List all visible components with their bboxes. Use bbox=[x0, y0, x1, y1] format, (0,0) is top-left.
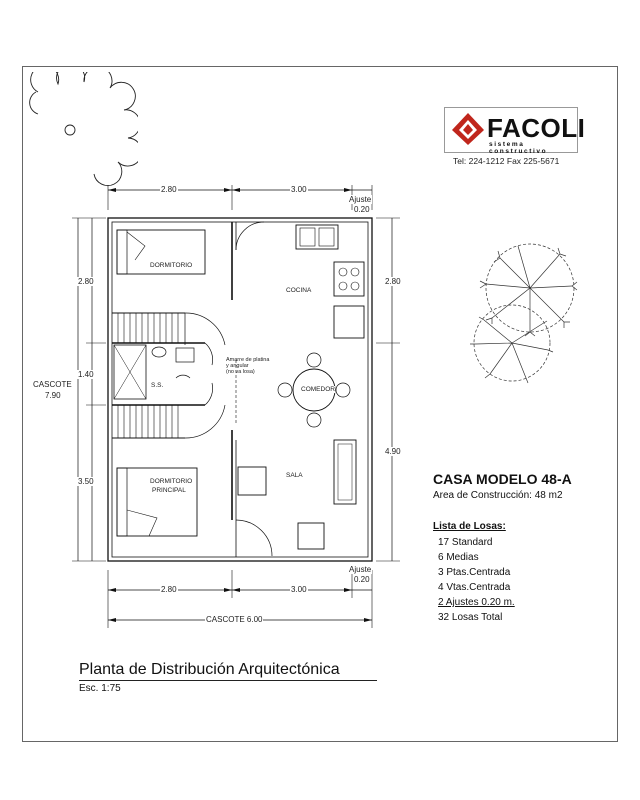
dim-top-left: 2.80 bbox=[161, 185, 177, 194]
room-sala: SALA bbox=[286, 472, 303, 479]
dim-top-right: 3.00 bbox=[291, 185, 307, 194]
losas-item: 6 Medias bbox=[438, 552, 479, 563]
dim-cascote-left-value: 7.90 bbox=[45, 391, 61, 400]
dim-right-top: 2.80 bbox=[385, 277, 401, 286]
dim-bottom-left: 2.80 bbox=[161, 585, 177, 594]
losas-list-title: Lista de Losas: bbox=[433, 521, 506, 532]
dim-ajuste-bottom: Ajuste bbox=[349, 565, 372, 574]
plan-title-underline bbox=[79, 680, 377, 681]
losas-item: 3 Ptas.Centrada bbox=[438, 567, 511, 578]
room-dormitorio-principal-line2: PRINCIPAL bbox=[152, 487, 186, 494]
dim-right-bottom: 4.90 bbox=[385, 447, 401, 456]
note-line-1: Amarre de platina bbox=[226, 357, 270, 363]
brand-tagline: sistema constructivo bbox=[489, 141, 548, 155]
dim-cascote-left: CASCOTE bbox=[33, 380, 72, 389]
dim-left-top: 2.80 bbox=[78, 277, 94, 286]
dim-ajuste-bottom-value: 0.20 bbox=[354, 575, 370, 584]
plan-title: Planta de Distribución Arquitectónica bbox=[79, 661, 340, 678]
room-comedor: COMEDOR bbox=[301, 386, 335, 393]
room-cocina: COCINA bbox=[286, 287, 312, 294]
losas-item: 17 Standard bbox=[438, 537, 493, 548]
structural-note bbox=[226, 357, 269, 375]
room-dormitorio-principal-line1: DORMITORIO bbox=[150, 478, 193, 485]
brand-contact: Tel: 224-1212 Fax 225-5671 bbox=[453, 156, 560, 166]
brand-name: FACOLI bbox=[487, 113, 586, 143]
model-title: CASA MODELO 48-A bbox=[433, 471, 572, 487]
losas-total: 32 Losas Total bbox=[438, 612, 503, 623]
model-area: Area de Construcción: 48 m2 bbox=[433, 490, 563, 501]
dim-left-mid: 1.40 bbox=[78, 370, 94, 379]
dim-ajuste-top-value: 0.20 bbox=[354, 205, 370, 214]
note-line-2: y angular bbox=[226, 363, 249, 369]
dim-cascote-bottom: CASCOTE 6.00 bbox=[206, 615, 263, 624]
dim-bottom-right: 3.00 bbox=[291, 585, 307, 594]
dim-ajuste-top: Ajuste bbox=[349, 195, 372, 204]
room-dormitorio: DORMITORIO bbox=[150, 262, 193, 269]
plan-scale: Esc. 1:75 bbox=[79, 683, 121, 694]
room-ss: S.S. bbox=[151, 382, 164, 389]
losas-item: 4 Vtas.Centrada bbox=[438, 582, 511, 593]
dim-left-bottom: 3.50 bbox=[78, 477, 94, 486]
note-line-3: (no va losa) bbox=[226, 369, 255, 375]
losas-item: 2 Ajustes 0.20 m. bbox=[438, 597, 515, 608]
losas-list bbox=[438, 535, 515, 625]
